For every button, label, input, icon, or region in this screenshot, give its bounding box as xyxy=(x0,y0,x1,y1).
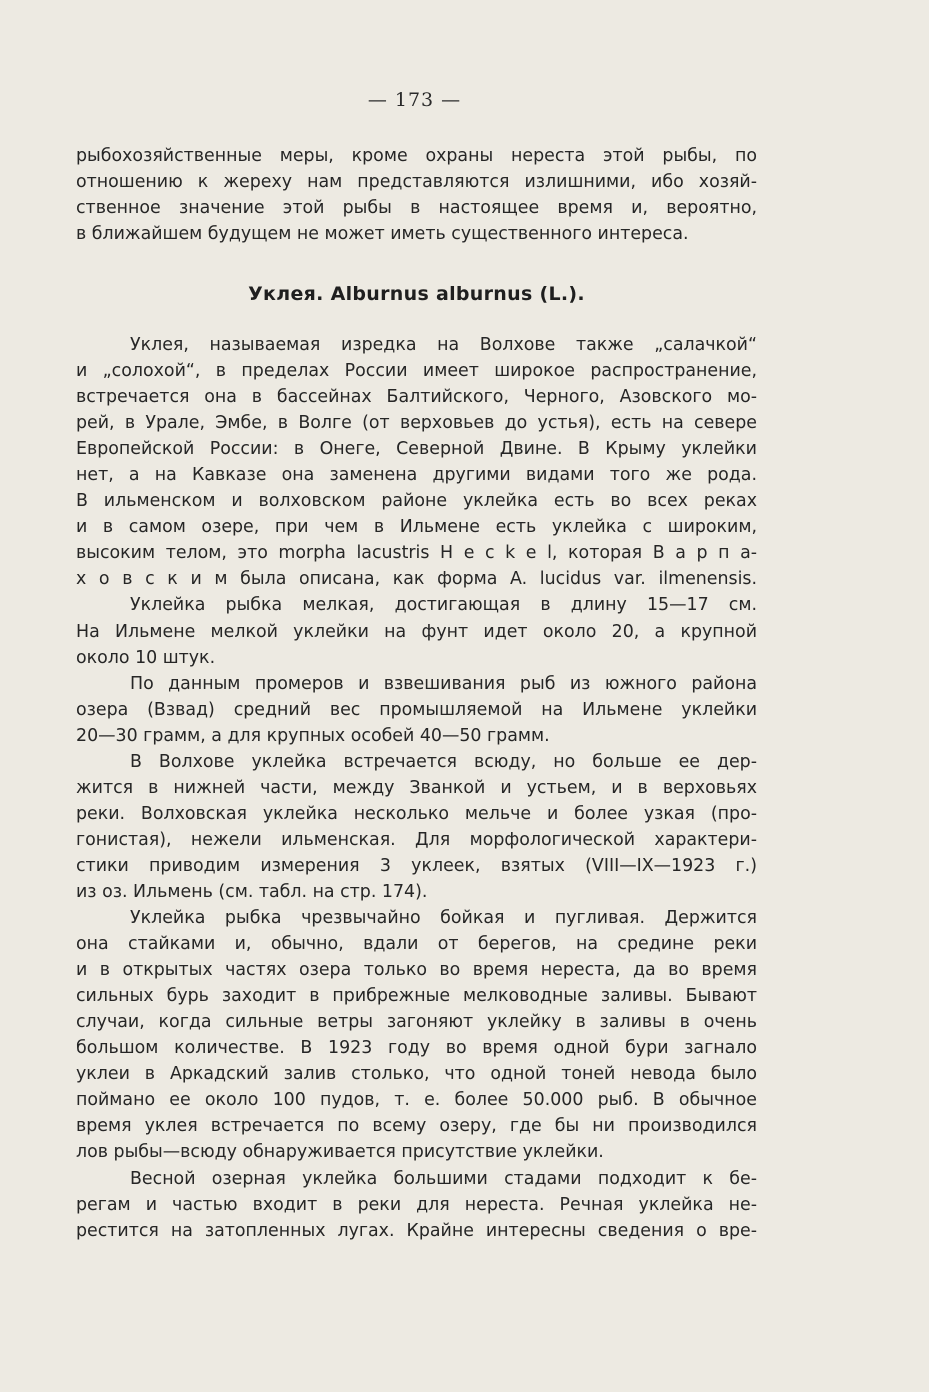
text-line: Весной озерная уклейка большими стадами подходит к бе- xyxy=(130,1168,757,1189)
text-line: лов рыбы—всюду обнаруживается присутствие уклейки. xyxy=(76,1142,604,1163)
text-line: в ближайшем будущем не может иметь существенного интереса. xyxy=(76,224,689,245)
text-line: рестится на затопленных лугах. Крайне интересны сведения о вре- xyxy=(76,1220,757,1241)
text-line: Европейской России: в Онеге, Северной Двине. В Крыму уклейки xyxy=(76,439,757,460)
text-line: х о в с к и м была описана, как форма A. lucidus var. ilmenensis. xyxy=(76,569,757,590)
text-line: озера (Взвад) средний вес промышляемой на Ильмене уклейки xyxy=(76,699,757,720)
text-line: она стайками и, обычно, вдали от берегов, на средине реки xyxy=(76,934,757,955)
text-line: около 10 штук. xyxy=(76,647,216,668)
text-line: По данным промеров и взвешивания рыб из южного района xyxy=(130,673,757,694)
text-line: из оз. Ильмень (см. табл. на стр. 174). xyxy=(76,881,428,902)
text-line: 20—30 грамм, а для крупных особей 40—50 грамм. xyxy=(76,725,550,746)
article-body xyxy=(76,332,757,1244)
text-line: случаи, когда сильные ветры загоняют уклейку в заливы в очень xyxy=(76,1012,757,1033)
section-title: Уклея. Alburnus alburnus (L.). xyxy=(248,283,585,305)
text-line: время уклея встречается по всему озеру, где бы ни производился xyxy=(76,1116,757,1137)
text-line: жится в нижней части, между Званкой и устьем, и в верховьях xyxy=(76,777,757,798)
text-line: уклеи в Аркадский залив столько, что одной тоней невода было xyxy=(76,1064,757,1085)
text-line: В Волхове уклейка встречается всюду, но больше ее дер- xyxy=(130,751,757,772)
text-line: Уклейка рыбка чрезвычайно бойкая и пугливая. Держится xyxy=(130,908,757,929)
text-line: гонистая), нежели ильменская. Для морфологической характери- xyxy=(76,829,757,850)
text-line: встречается она в бассейнах Балтийского, Черного, Азовского мо- xyxy=(76,387,757,408)
text-line: и „солохой“, в пределах России имеет широкое распространение, xyxy=(76,361,757,382)
page-number: — 173 — xyxy=(367,89,462,111)
text-line: высоким телом, это morpha lacustris H e c k e l, которая В а р п а- xyxy=(76,543,757,564)
text-line: сильных бурь заходит в прибрежные мелководные заливы. Бывают xyxy=(76,986,757,1007)
text-line: и в открытых частях озера только во время нереста, да во время xyxy=(76,960,757,981)
text-line: поймано ее около 100 пудов, т. е. более 50.000 рыб. В обычное xyxy=(76,1090,757,1111)
text-line: В ильменском и волховском районе уклейка есть во всех реках xyxy=(76,491,757,512)
text-line: отношению к жереху нам представляются излишними, ибо хозяй- xyxy=(76,172,757,193)
text-line: Уклея, называемая изредка на Волхове также „салачкой“ xyxy=(130,335,757,355)
text-line: ственное значение этой рыбы в настоящее время и, вероятно, xyxy=(76,198,757,219)
text-line: рей, в Урале, Эмбе, в Волге (от верховьев до устья), есть на севере xyxy=(76,413,757,434)
text-line: реки. Волховская уклейка несколько мельче и более узкая (про- xyxy=(76,803,757,824)
intro-paragraph xyxy=(76,143,757,247)
text-line: нет, а на Кавказе она заменена другими видами того же рода. xyxy=(76,465,757,486)
text-line: На Ильмене мелкой уклейки на фунт идет около 20, а крупной xyxy=(76,621,757,642)
text-line: Уклейка рыбка мелкая, достигающая в длину 15—17 см. xyxy=(130,595,757,616)
text-line: стики приводим измерения 3 уклеек, взятых (VIII—IX—1923 г.) xyxy=(76,855,757,876)
text-line: большом количестве. В 1923 году во время одной бури загнало xyxy=(76,1038,757,1059)
text-line: рыбохозяйственные меры, кроме охраны нереста этой рыбы, по xyxy=(76,146,757,166)
text-line: и в самом озере, при чем в Ильмене есть уклейка с широким, xyxy=(76,517,757,538)
text-line: регам и частью входит в реки для нереста. Речная уклейка не- xyxy=(76,1194,757,1215)
